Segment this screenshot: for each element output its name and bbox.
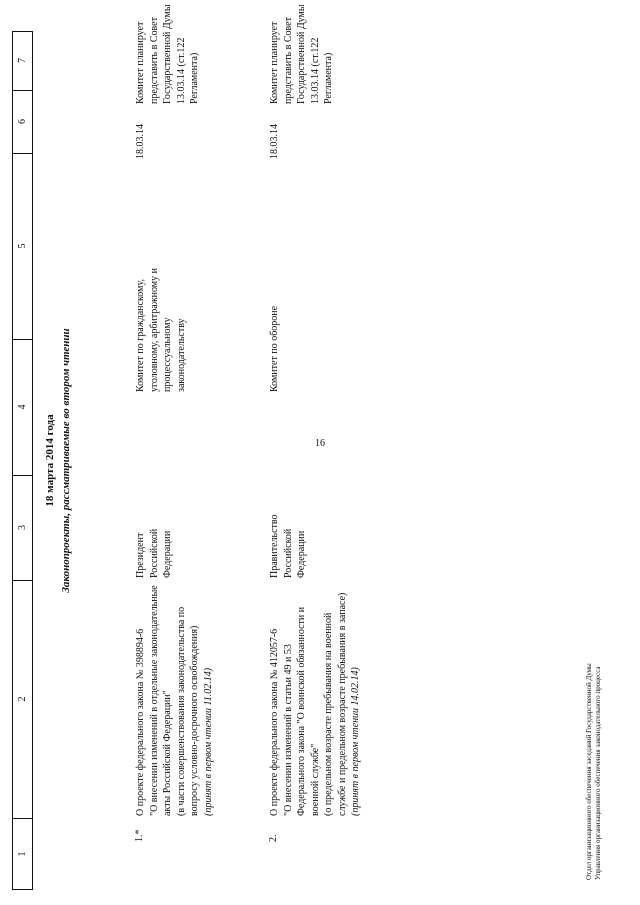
bill-description — [134, 582, 215, 816]
header-col-5: 5 — [13, 153, 32, 340]
header-col-3: 3 — [13, 475, 32, 581]
bill-status: (принят в первом чтении 11.02.14) — [202, 667, 214, 816]
row-number: 2. — [268, 834, 279, 842]
page-number: 16 — [315, 438, 325, 449]
row-number: 1.* — [134, 829, 145, 842]
footer-line-2: Управления организационного обеспечения законодательного процесса — [594, 666, 602, 880]
bill-title: О проекте федерального закона № 398894-6 — [135, 628, 146, 816]
bill-name: "О внесении изменений в отдельные законодательные акты Российской Федерации" — [148, 585, 173, 816]
bill-status: (принят в первом чтении 14.02.14) — [350, 667, 361, 816]
bill-title: О проекте федерального закона № 412057-6 — [269, 628, 280, 816]
section-title: Законопроекты, рассматриваемые во втором чтении — [60, 328, 72, 593]
header-col-7: 7 — [13, 31, 32, 91]
header-col-1: 1 — [17, 851, 28, 857]
bill-name: "О внесении изменений в статьи 49 и 53 Федерального закона "О воинской обязанности и военной службе" — [282, 606, 321, 816]
bill-initiator: Президент Российской Федерации — [135, 528, 173, 578]
column-header-bar — [12, 31, 33, 890]
date-title: 18 марта 2014 года — [44, 414, 56, 507]
bill-remark: Комитет планирует представить в Совет Государственной Думы 13.03.14 (ст.122 Регламента) — [269, 4, 334, 104]
footer — [585, 663, 603, 880]
bill-date: 18.03.14 — [135, 124, 146, 159]
header-col-2: 2 — [13, 580, 32, 819]
bill-description — [268, 582, 363, 816]
bill-note: (в части совершенствования законодательства по вопросу условно-досрочного освобождения) — [175, 606, 200, 816]
header-col-4: 4 — [13, 339, 32, 476]
bill-remark: Комитет планирует представить в Совет Государственной Думы 13.03.14 (ст.122 Регламента) — [135, 4, 200, 104]
bill-date: 18.03.14 — [269, 124, 280, 159]
footer-line-1: Отдел организационного обеспечения заседаний Государственной Думы — [585, 663, 593, 880]
bill-initiator: Правительство Российской Федерации — [269, 514, 307, 578]
bill-committee: Комитет по гражданскому, уголовному, арбитражному и процессуальному законодательству — [135, 268, 187, 392]
bill-committee: Комитет по обороне — [269, 305, 280, 392]
header-col-6: 6 — [13, 90, 32, 154]
bill-note: (о предельном возрасте пребывания на военной службе и предельном возрасте пребывания в запасе) — [323, 592, 348, 816]
